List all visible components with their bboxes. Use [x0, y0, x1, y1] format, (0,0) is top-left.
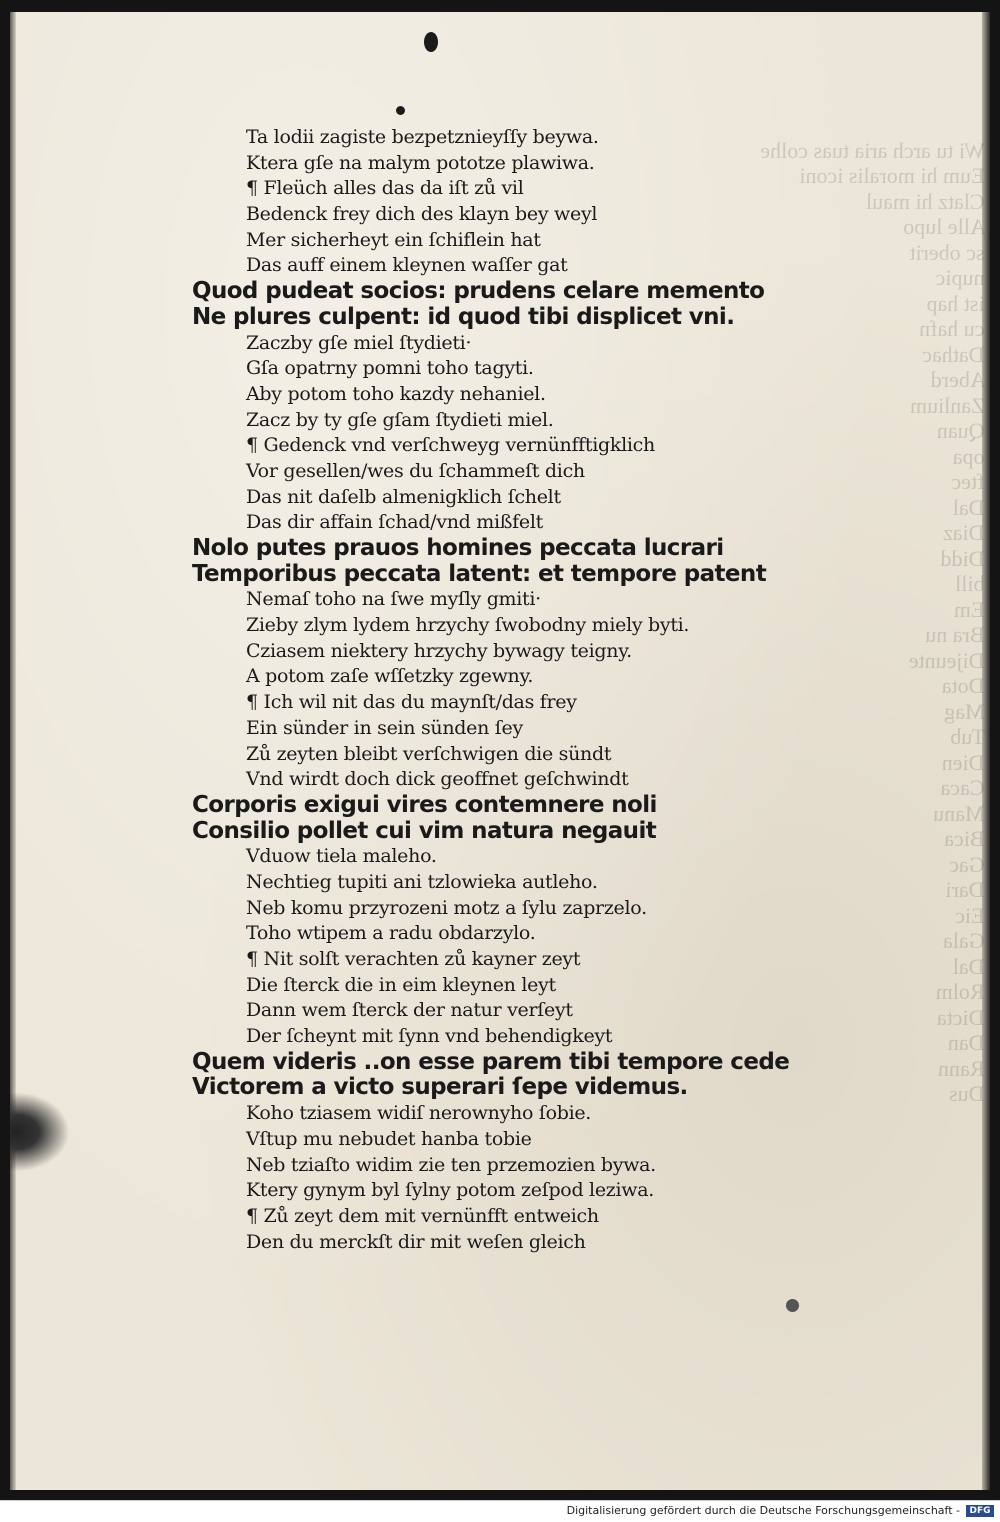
vernacular-verse-line: Nemaſ toho na ſwe myſly gmiti· — [246, 588, 541, 611]
vernacular-verse-line: Das auff einem kleynen waſſer gat — [246, 254, 568, 277]
latin-verse-line: Ne plures culpent: id quod tibi displicet vni. — [192, 303, 735, 330]
dfg-logo: DFG — [966, 1505, 994, 1517]
latin-verse-line: Nolo putes prauos homines peccata lucrari — [192, 535, 724, 561]
vernacular-verse-line: Das dir affain ſchad/vnd mißfelt — [246, 511, 543, 534]
footer — [0, 1500, 1000, 1522]
vernacular-verse-line: Zaczby gſe miel ſtydieti· — [246, 331, 472, 354]
funding-credit: Digitalisierung gefördert durch die Deutsche Forschungsgemeinschaft - — [566, 1504, 960, 1517]
vernacular-verse-line: Ktera gſe na malym pototze plawiwa. — [246, 151, 595, 174]
vernacular-verse-line: Aby potom toho kazdy nehaniel. — [246, 382, 546, 405]
vernacular-verse-line: Vnd wirdt doch dick geoffnet geſchwindt — [246, 768, 629, 791]
vernacular-verse-line: Dann wem ſterck der natur verſeyt — [246, 999, 573, 1022]
vernacular-verse-line: Ein sünder in sein sünden ſey — [246, 716, 523, 739]
vernacular-verse-line: Vſtup mu nebudet hanba tobie — [246, 1127, 532, 1150]
vernacular-verse-line: Ktery gynym byl ſylny potom zeſpod leziwa. — [246, 1179, 654, 1202]
vernacular-verse-line: Neb komu przyrozeni motz a ſylu zaprzelo. — [246, 896, 647, 919]
latin-verse-line: Temporibus peccata latent: et tempore patent — [192, 560, 767, 587]
latin-verse-line: Victorem a victo superari ſepe videmus. — [192, 1074, 688, 1101]
vernacular-verse-line: Vor gesellen/wes du ſchammeſt dich — [246, 459, 585, 482]
ink-spot — [424, 32, 438, 52]
latin-verse-line: Corporis exigui vires contemnere noli — [192, 791, 657, 818]
book-page — [10, 12, 990, 1490]
vernacular-verse-line: Toho wtipem a radu obdarzylo. — [246, 922, 536, 945]
latin-verse-line: Consilio pollet cui vim natura negauit — [192, 817, 657, 844]
ink-dot — [786, 1299, 799, 1312]
ink-blot — [10, 1092, 70, 1172]
latin-verse-line: Quem videris ..on esse parem tibi tempore cede — [192, 1048, 790, 1075]
vernacular-verse-line: Zieby zlym lydem hrzychy ſwobodny miely byti. — [246, 614, 690, 637]
vernacular-verse-line: ¶ Zů zeyt dem mit vernünfft entweich — [246, 1204, 599, 1227]
latin-verse-line: Quod pudeat socios: prudens celare memento — [192, 278, 765, 305]
vernacular-verse-line: Mer sicherheyt ein ſchiflein hat — [246, 228, 541, 251]
vernacular-verse-line: Bedenck frey dich des klayn bey weyl — [246, 203, 598, 226]
vernacular-verse-line: Ta lodii zagiste bezpetznieyſſy beywa. — [246, 126, 599, 148]
text-column — [180, 125, 790, 1255]
vernacular-verse-line: Vduow tiela maleho. — [246, 845, 437, 868]
vernacular-verse-line: Die ſterck die in eim kleynen leyt — [246, 973, 556, 996]
vernacular-verse-line: Zů zeyten bleibt verſchwigen die sündt — [246, 742, 612, 765]
vernacular-verse-line: ¶ Gedenck vnd verſchweyg vernünfftigklich — [246, 434, 655, 457]
vernacular-verse-line: Cziasem niektery hrzychy bywagy teigny. — [246, 639, 632, 662]
vernacular-verse-line: A potom zaſe wſſetzky zgewny. — [246, 665, 534, 688]
vernacular-verse-line: Den du merckſt dir mit weſen gleich — [246, 1230, 586, 1253]
vernacular-verse-line: ¶ Fleüch alles das da iſt zů vil — [246, 177, 524, 200]
vernacular-verse-line: Das nit daſelb almenigklich ſchelt — [246, 485, 561, 508]
vernacular-verse-line: ¶ Nit solſt verachten zů kayner zeyt — [246, 948, 581, 970]
vernacular-verse-line: Zacz by ty gſe gſam ſtydieti miel. — [246, 408, 554, 431]
vernacular-verse-line: Neb tziaſto widim zie ten przemozien bywa. — [246, 1153, 656, 1176]
show-through-text: Wi tu arch aria tuas colhe Eum hi moralis iconi Clatz hi maul Alle lupo sc oberit nupic ist hap cu hafn Dathac Aberd Zanlium Quan opa ftec Dal Diaz Didd bill Em Bra nu Dijeunte Dota Mag Tub Dien Caca Manu Bica Gac Dari Eic Gala Dal Rolm Dicta Dan Rann Dus — [760, 137, 986, 1106]
vernacular-verse-line: ¶ Ich wil nit das du maynſt/das frey — [246, 691, 577, 714]
vernacular-verse-line: Gſa opatrny pomni toho tagyti. — [246, 357, 534, 380]
ink-dot — [396, 106, 405, 115]
page-left-edge — [10, 12, 16, 1490]
vernacular-verse-line: Der ſcheynt mit ſynn vnd behendigkeyt — [246, 1025, 613, 1048]
vernacular-verse-line: Nechtieg tupiti ani tzlowieka autleho. — [246, 870, 598, 893]
vernacular-verse-line: Koho tziasem widiſ nerownyho ſobie. — [246, 1102, 592, 1125]
